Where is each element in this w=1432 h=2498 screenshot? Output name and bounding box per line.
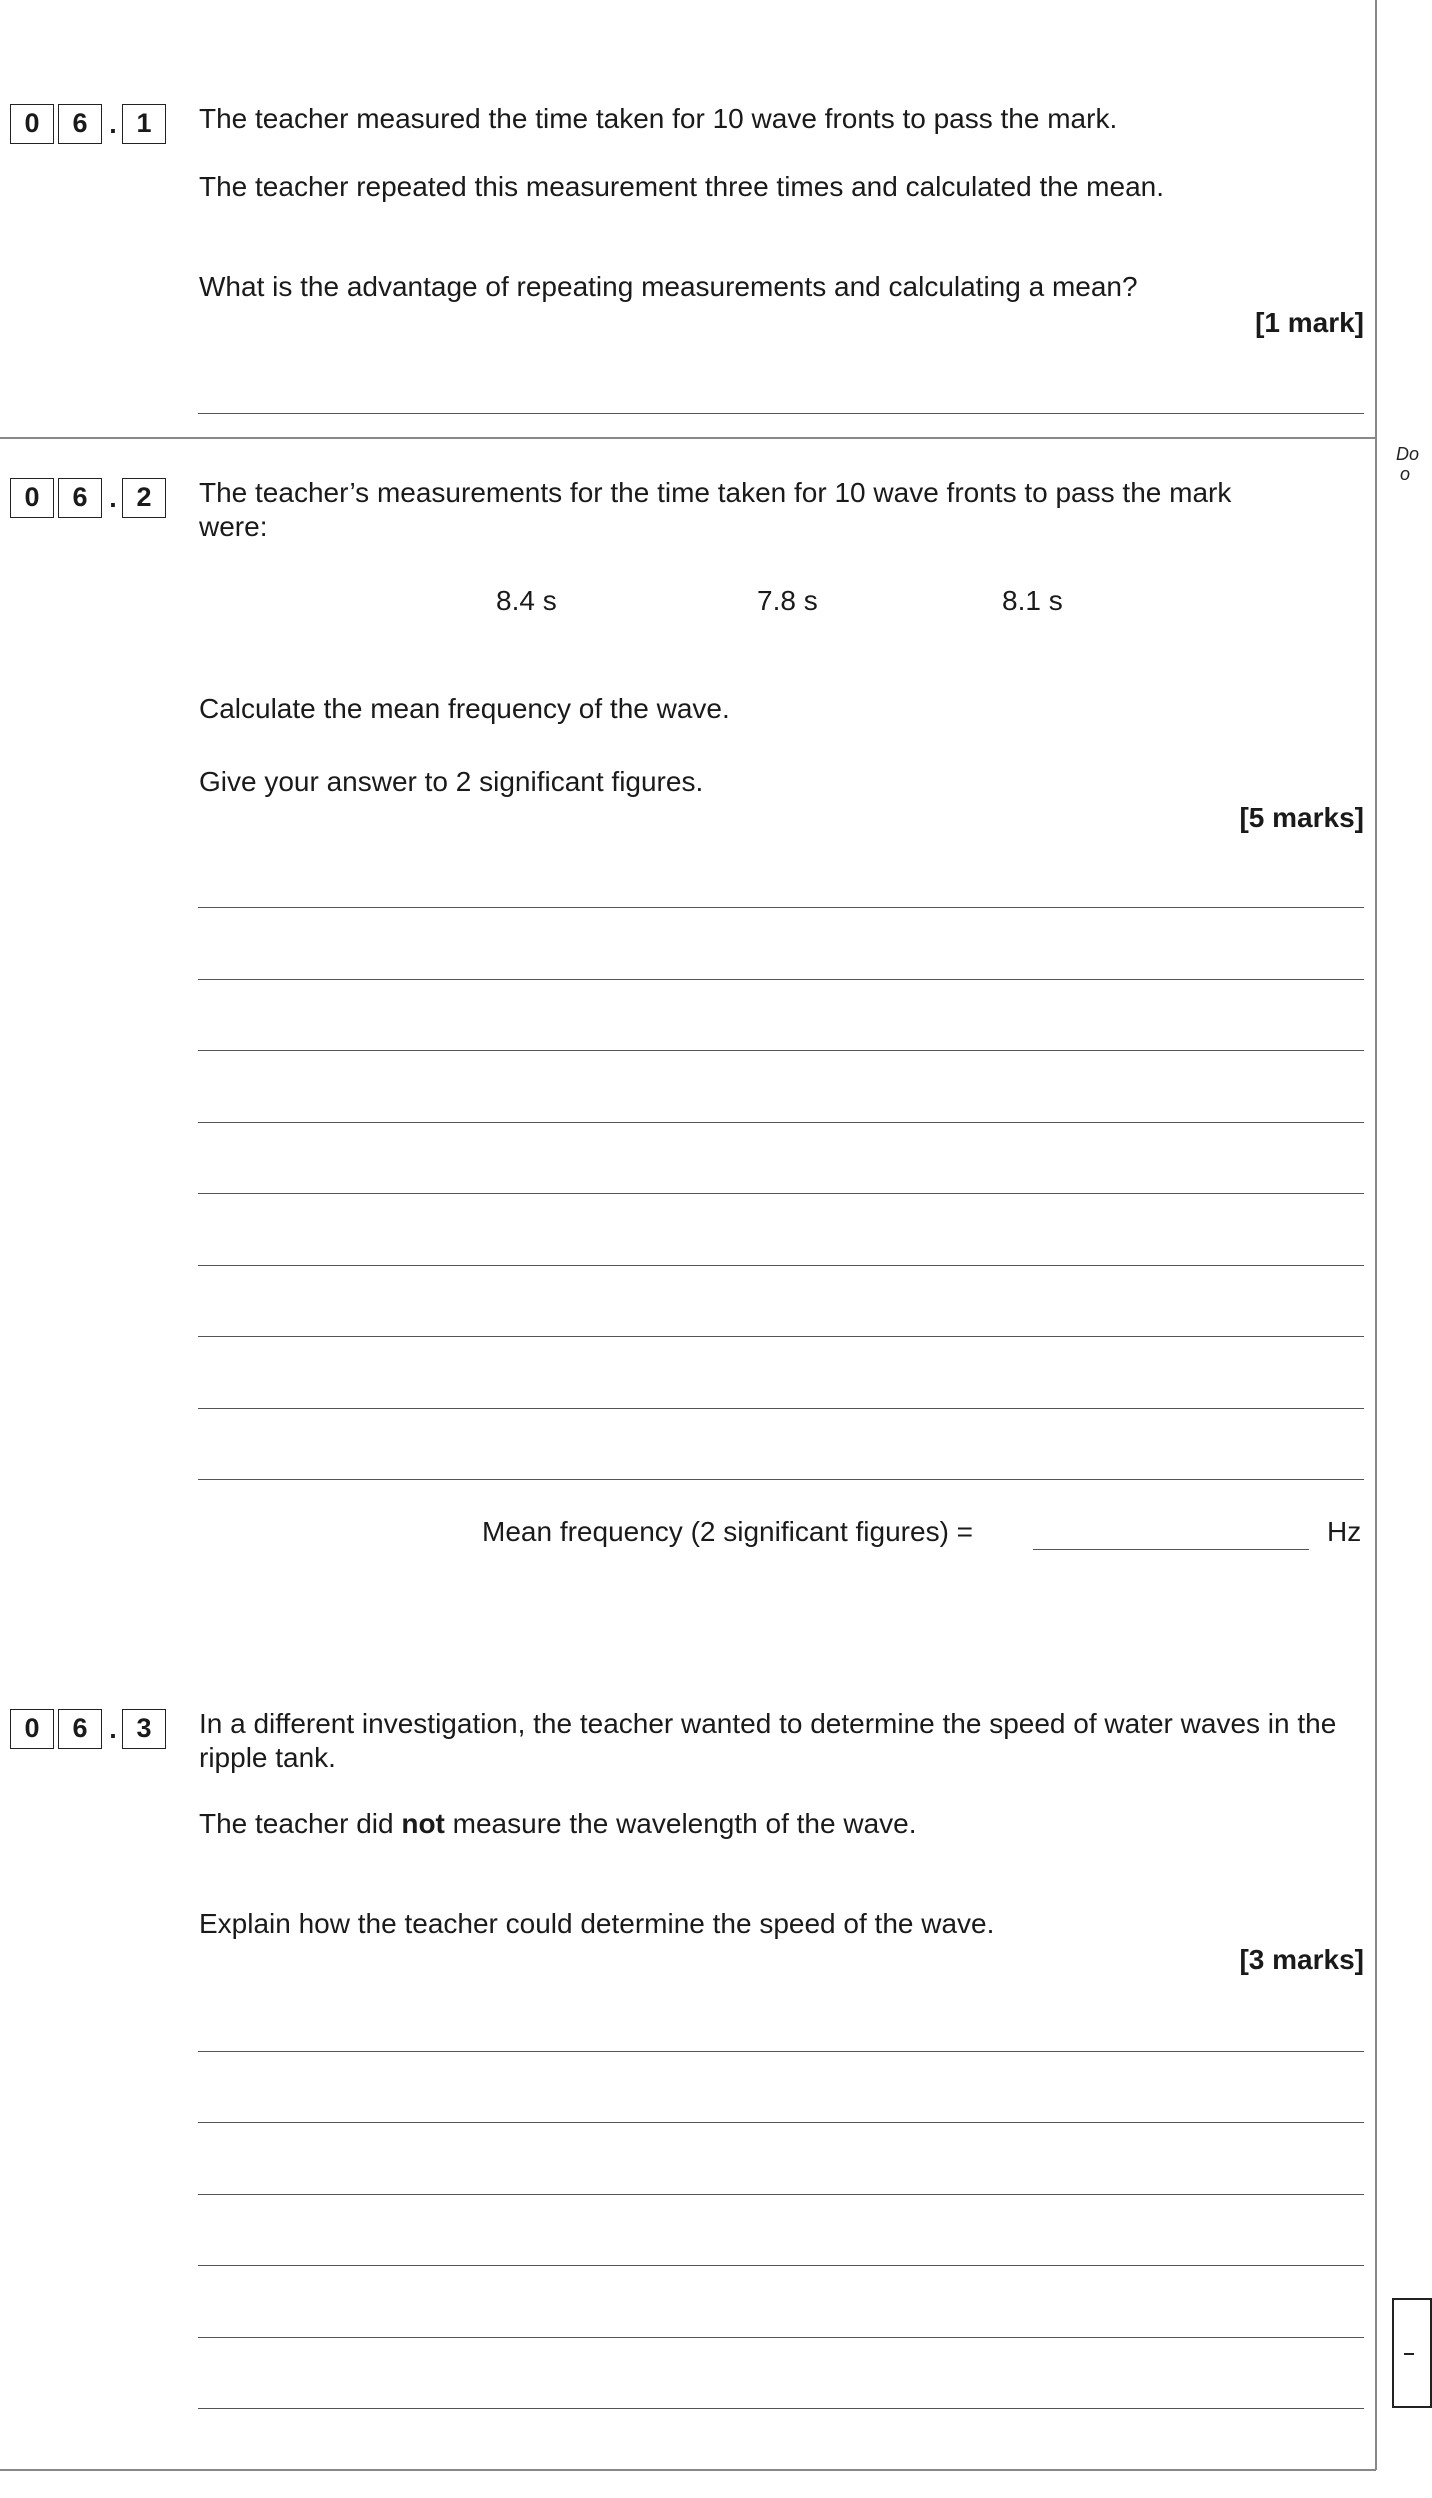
question-digit: 6 (58, 478, 102, 518)
answer-line[interactable] (198, 1265, 1364, 1266)
question-text: The teacher measured the time taken for 10 wave fronts to pass the mark. (199, 103, 1118, 134)
marks-label: [3 marks] (1239, 1944, 1364, 1975)
question-prompt: Explain how the teacher could determine the speed of the wave. (199, 1908, 995, 1939)
question-dot: . (109, 109, 117, 139)
question-digit: 1 (122, 104, 166, 144)
answer-line[interactable] (198, 1336, 1364, 1337)
answer-line[interactable] (198, 907, 1364, 908)
measurement-value: 8.1 s (1002, 585, 1063, 616)
page-bottom-rule (0, 2469, 1376, 2471)
question-text: The teacher’s measurements for the time taken for 10 wave fronts to pass the mark were: (199, 477, 1232, 542)
answer-line[interactable] (198, 2337, 1364, 2338)
question-digit: 3 (122, 1709, 166, 1749)
answer-field[interactable] (1033, 1549, 1309, 1550)
question-prompt: Calculate the mean frequency of the wave. (199, 693, 730, 724)
question-prompt: What is the advantage of repeating measurements and calculating a mean? (199, 271, 1138, 302)
measurement-value: 7.8 s (757, 585, 818, 616)
measurement-value: 8.4 s (496, 585, 557, 616)
answer-line[interactable] (198, 2051, 1364, 2052)
right-margin-rule (1375, 0, 1377, 2470)
answer-label: Mean frequency (2 significant figures) = (482, 1516, 974, 1547)
answer-line[interactable] (198, 1050, 1364, 1051)
answer-line[interactable] (198, 413, 1364, 414)
answer-line[interactable] (198, 1479, 1364, 1480)
question-text: The teacher repeated this measurement three times and calculated the mean. (199, 171, 1164, 202)
margin-note: Do o (1396, 444, 1420, 484)
answer-line[interactable] (198, 979, 1364, 980)
answer-line[interactable] (198, 1408, 1364, 1409)
question-digit: 2 (122, 478, 166, 518)
answer-unit: Hz (1327, 1516, 1362, 1547)
marks-label: [5 marks] (1239, 802, 1364, 833)
question-digit: 0 (10, 1709, 54, 1749)
question-number (10, 104, 170, 144)
answer-line[interactable] (198, 2194, 1364, 2195)
marks-label: [1 mark] (1255, 307, 1364, 338)
question-digit: 6 (58, 1709, 102, 1749)
emphasis-not: not (401, 1808, 445, 1839)
answer-line[interactable] (198, 2265, 1364, 2266)
question-dot: . (109, 1714, 117, 1744)
question-number (10, 478, 170, 518)
question-number (10, 1709, 170, 1749)
question-statement: The teacher did not measure the wavelength of the wave. (199, 1808, 917, 1839)
question-dot: . (109, 483, 117, 513)
question-digit: 6 (58, 104, 102, 144)
question-digit: 0 (10, 478, 54, 518)
answer-line[interactable] (198, 2408, 1364, 2409)
answer-line[interactable] (198, 2122, 1364, 2123)
question-digit: 0 (10, 104, 54, 144)
margin-mark-box (1392, 2298, 1432, 2408)
answer-line[interactable] (198, 1193, 1364, 1194)
section-divider (0, 437, 1376, 439)
question-text: In a different investigation, the teacher wanted to determine the speed of water waves in the ripple tank. (199, 1708, 1337, 1773)
answer-line[interactable] (198, 1122, 1364, 1123)
question-instruction: Give your answer to 2 significant figures. (199, 766, 704, 797)
